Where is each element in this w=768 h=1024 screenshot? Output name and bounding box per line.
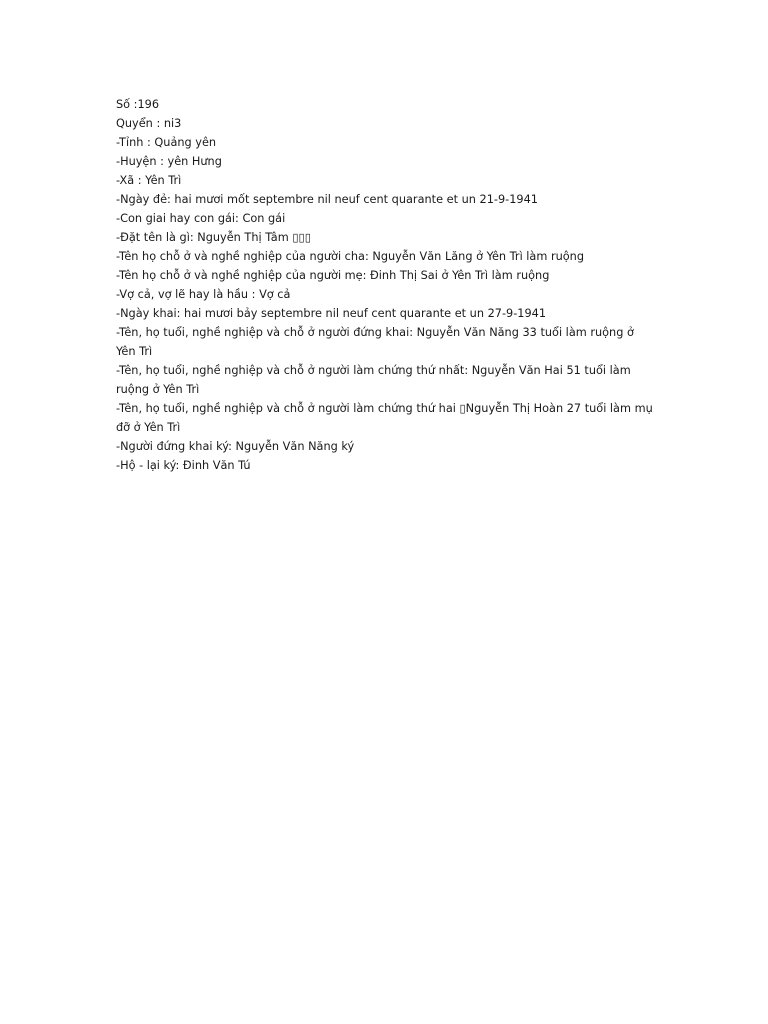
wife-status-line: -Vợ cả, vợ lẽ hay là hầu : Vợ cả	[116, 288, 291, 301]
district-line: -Huyện : yên Hưng	[116, 155, 222, 168]
child-name-line: -Đặt tên là gì: Nguyễn Thị Tâm ▯▯▯	[116, 231, 311, 244]
commune-line: -Xã : Yên Trì	[116, 174, 182, 187]
record-number: Số :196	[116, 98, 160, 111]
child-sex-line: -Con giai hay con gái: Con gái	[116, 212, 286, 225]
province-line: -Tỉnh : Quảng yên	[116, 136, 217, 149]
volume-number: Quyển : ni3	[116, 117, 182, 130]
father-info-line: -Tên họ chỗ ở và nghề nghiệp của người cha: Nguyễn Văn Lăng ở Yên Trì làm ruộng	[116, 250, 584, 263]
declarant-info-line: -Tên, họ tuổi, nghề nghiệp và chỗ ở người đứng khai: Nguyễn Văn Năng 33 tuổi làm ruộng ở Yên Trì	[116, 326, 634, 358]
second-witness-line: -Tên, họ tuổi, nghề nghiệp và chỗ ở người làm chứng thứ hai ▯Nguyễn Thị Hoàn 27 tuổi làm mụ đỡ ở Yên Trì	[116, 402, 653, 434]
document-body	[116, 95, 656, 475]
declarant-signature-line: -Người đứng khai ký: Nguyễn Văn Năng ký	[116, 440, 355, 453]
declaration-date-line: -Ngày khai: hai mươi bảy septembre nil neuf cent quarante et un 27-9-1941	[116, 307, 547, 320]
first-witness-line: -Tên, họ tuổi, nghề nghiệp và chỗ ở người làm chứng thứ nhất: Nguyễn Văn Hai 51 tuổi làm ruộng ở Yên Trì	[116, 364, 631, 396]
birth-date-line: -Ngày đẻ: hai mươi mốt septembre nil neuf cent quarante et un 21-9-1941	[116, 193, 538, 206]
mother-info-line: -Tên họ chỗ ở và nghề nghiệp của người mẹ: Đinh Thị Sai ở Yên Trì làm ruộng	[116, 269, 550, 282]
registrar-signature-line: -Hộ - lại ký: Đinh Văn Tú	[116, 459, 251, 472]
